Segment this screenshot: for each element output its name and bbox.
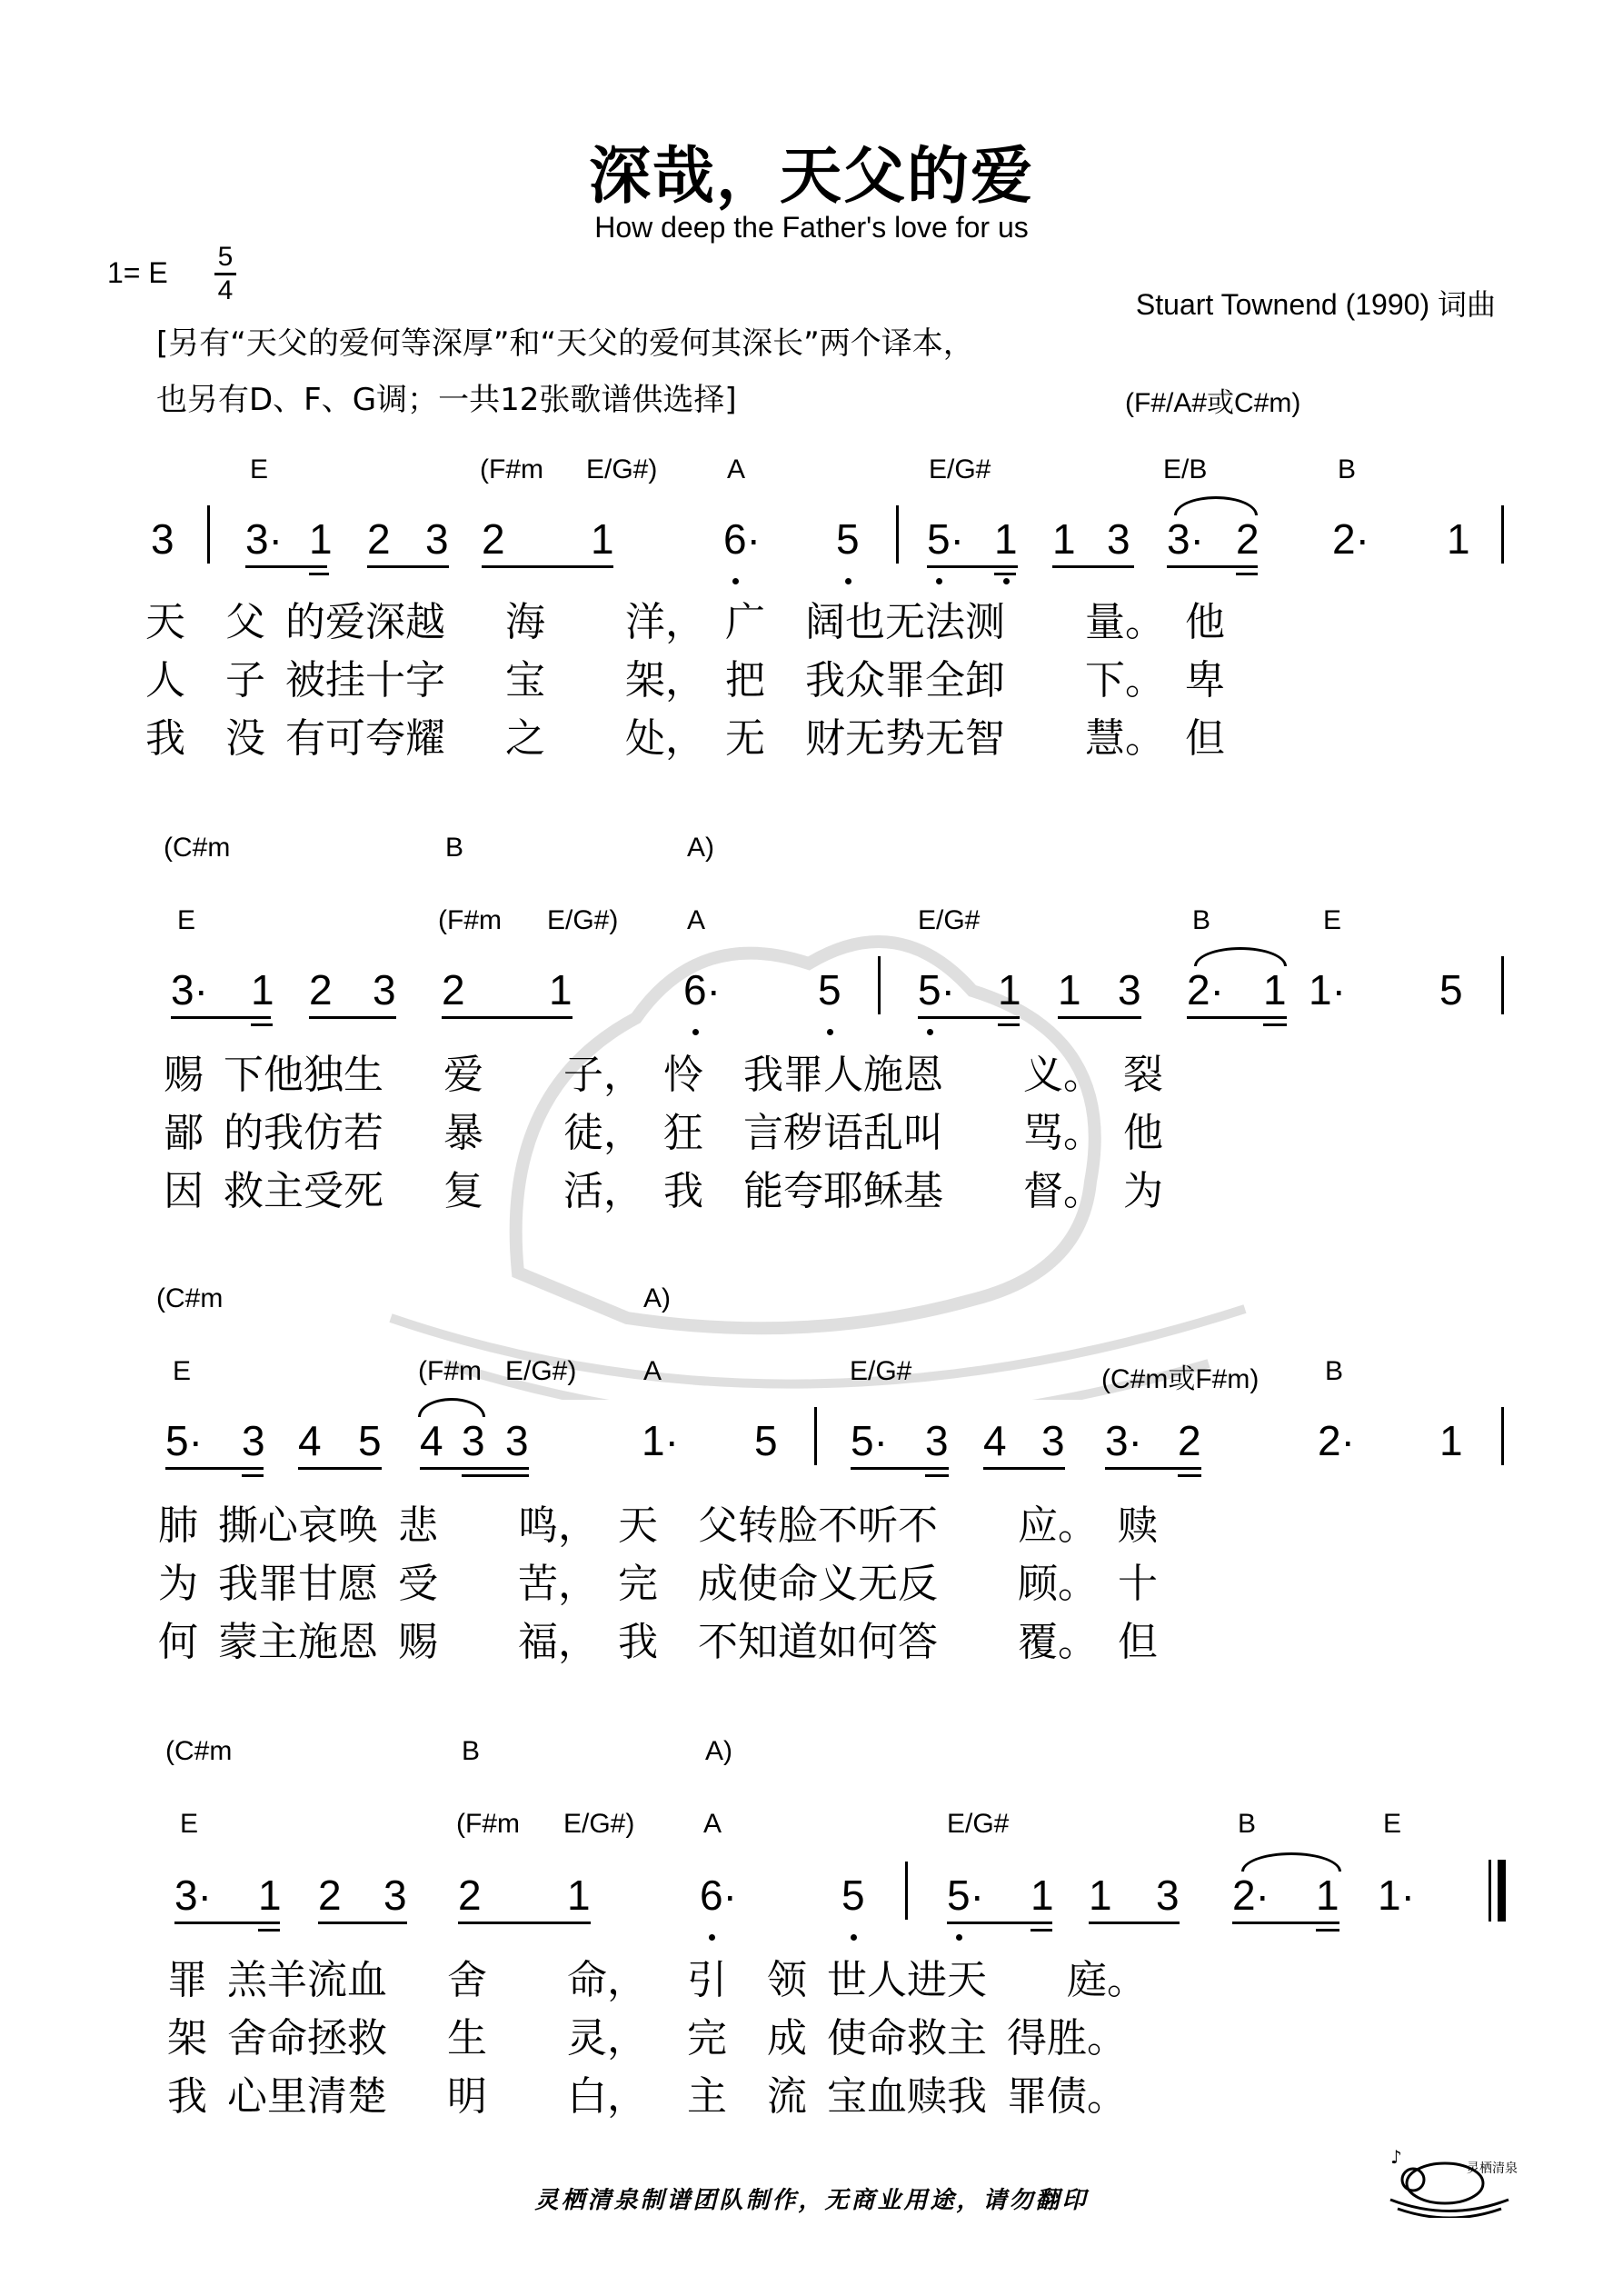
eighth-underline bbox=[1105, 1467, 1201, 1470]
footer-credit: 灵栖清泉制谱团队制作，无商业用途，请勿翻印 bbox=[534, 2187, 1089, 2214]
chord: E/G# bbox=[929, 454, 991, 484]
note: 2 bbox=[309, 966, 333, 1013]
bar-line bbox=[814, 1407, 817, 1465]
note: 1 bbox=[998, 966, 1021, 1013]
low-octave-dot bbox=[851, 1934, 857, 1941]
composer-credit: Stuart Townend (1990) 词曲 bbox=[1135, 288, 1496, 321]
note: 3 bbox=[1041, 1417, 1065, 1464]
eighth-underline bbox=[367, 565, 449, 568]
alt-chord: B bbox=[462, 1736, 481, 1766]
chord: E/G# bbox=[947, 1809, 1010, 1839]
lyric-verse-2: 架 舍命拯救 生 灵， 完 成 使命救主 得胜。 bbox=[167, 2015, 1127, 2061]
sixteenth-underline bbox=[1236, 573, 1258, 575]
note: 2 bbox=[482, 515, 505, 563]
note: 2 bbox=[318, 1872, 342, 1919]
sheep-logo-icon bbox=[1381, 2136, 1518, 2218]
note: 1 bbox=[1031, 1872, 1054, 1919]
bar-line bbox=[1501, 505, 1504, 564]
chord: B bbox=[1338, 454, 1357, 484]
chord: E/B bbox=[1163, 454, 1208, 484]
chord: A bbox=[703, 1809, 722, 1839]
alt-chord: A) bbox=[687, 833, 714, 863]
lyric-verse-1: 天 父 的爱深越 海 洋， 广 阔也无法测 量。 他 bbox=[145, 599, 1225, 645]
note: 1· bbox=[1378, 1872, 1415, 1919]
low-octave-dot bbox=[936, 578, 942, 584]
note: 1 bbox=[549, 966, 573, 1013]
note: 3 bbox=[505, 1417, 529, 1464]
low-octave-dot bbox=[827, 1029, 833, 1035]
note: 5· bbox=[165, 1417, 203, 1464]
eighth-underline bbox=[1089, 1922, 1180, 1924]
note: 3· bbox=[171, 966, 208, 1013]
note: 4 bbox=[983, 1417, 1007, 1464]
sixteenth-underline bbox=[1316, 1929, 1339, 1932]
lyric-verse-1: 肺 撕心哀唤 悲 鸣， 天 父转脸不听不 应。 赎 bbox=[158, 1502, 1158, 1549]
note: 1 bbox=[309, 515, 333, 563]
chord: E bbox=[173, 1356, 192, 1386]
tie-slur bbox=[1241, 1852, 1341, 1872]
note: 3 bbox=[1118, 966, 1141, 1013]
song-title: 深哉，天父的爱 bbox=[588, 141, 1034, 213]
sixteenth-underline bbox=[994, 573, 1016, 575]
note: 6· bbox=[700, 1872, 737, 1919]
lyric-verse-1: 赐 下他独生 爱 子， 怜 我罪人施恩 义。 裂 bbox=[164, 1052, 1163, 1098]
note: 1 bbox=[591, 515, 614, 563]
chord: E/G# bbox=[918, 905, 981, 935]
note: 3 bbox=[1156, 1872, 1180, 1919]
note: 3· bbox=[1167, 515, 1204, 563]
eighth-underline bbox=[983, 1467, 1065, 1470]
time-signature-bottom: 4 bbox=[217, 275, 234, 305]
note: 4 bbox=[298, 1417, 322, 1464]
chord: E bbox=[177, 905, 196, 935]
sixteenth-underline bbox=[309, 573, 329, 575]
tie-slur bbox=[1174, 496, 1258, 515]
note: 5 bbox=[836, 515, 860, 563]
note: 3 bbox=[242, 1417, 265, 1464]
note: 5 bbox=[1439, 966, 1463, 1013]
chord: A bbox=[643, 1356, 662, 1386]
chord: E/G#) bbox=[505, 1356, 577, 1386]
note: 1 bbox=[1089, 1872, 1112, 1919]
low-octave-dot bbox=[927, 1029, 933, 1035]
note: 1 bbox=[1058, 966, 1081, 1013]
chord: A bbox=[727, 454, 746, 484]
note: 5 bbox=[754, 1417, 778, 1464]
note: 1 bbox=[1263, 966, 1287, 1013]
lyric-verse-3: 因 救主受死 复 活， 我 能夸耶稣基 督。 为 bbox=[164, 1168, 1163, 1214]
sixteenth-underline bbox=[242, 1474, 264, 1477]
lyric-verse-2: 人 子 被挂十字 宝 架， 把 我众罪全卸 下。 卑 bbox=[145, 657, 1225, 704]
eighth-underline bbox=[1167, 565, 1258, 568]
eighth-underline bbox=[918, 1016, 1020, 1019]
chord: (F#m bbox=[480, 454, 543, 484]
sixteenth-underline bbox=[462, 1474, 529, 1477]
eighth-underline bbox=[245, 565, 327, 568]
chord: E bbox=[1383, 1809, 1402, 1839]
note: 5· bbox=[927, 515, 964, 563]
note: 3· bbox=[1105, 1417, 1142, 1464]
note: 5 bbox=[358, 1417, 382, 1464]
eighth-underline bbox=[1187, 1016, 1287, 1019]
quarter-underline bbox=[442, 1016, 573, 1019]
note: 1 bbox=[1316, 1872, 1339, 1919]
chord: (F#m bbox=[438, 905, 502, 935]
lyric-verse-2: 为 我罪甘愿 受 苦， 完 成使命义无反 顾。 十 bbox=[158, 1561, 1158, 1607]
note: 2 bbox=[458, 1872, 482, 1919]
sixteenth-underline bbox=[1178, 1474, 1201, 1477]
time-signature bbox=[214, 244, 236, 304]
time-signature-top: 5 bbox=[217, 242, 234, 272]
alt-chord: (C#m bbox=[156, 1283, 224, 1313]
sixteenth-underline bbox=[1263, 1023, 1287, 1026]
sixteenth-underline bbox=[998, 1023, 1020, 1026]
eighth-underline bbox=[165, 1467, 264, 1470]
eighth-underline bbox=[1058, 1016, 1141, 1019]
chord: E/G#) bbox=[563, 1809, 635, 1839]
chord: B bbox=[1325, 1356, 1344, 1386]
sixteenth-underline bbox=[251, 1023, 273, 1026]
note: 3 bbox=[925, 1417, 949, 1464]
chord: E/G#) bbox=[547, 905, 619, 935]
bar-line bbox=[1501, 1407, 1504, 1465]
quarter-underline bbox=[458, 1922, 591, 1924]
alt-chord: A) bbox=[705, 1736, 732, 1766]
lyric-verse-2: 鄙 的我仿若 暴 徒， 狂 言秽语乱叫 骂。 他 bbox=[164, 1110, 1163, 1156]
chord: (F#m bbox=[418, 1356, 482, 1386]
note: 3 bbox=[373, 966, 396, 1013]
note: 1 bbox=[1439, 1417, 1463, 1464]
chord: E bbox=[1323, 905, 1342, 935]
low-octave-dot bbox=[692, 1029, 699, 1035]
note: 1· bbox=[1309, 966, 1346, 1013]
note: 6· bbox=[723, 515, 761, 563]
eighth-underline bbox=[947, 1922, 1052, 1924]
note: 5· bbox=[851, 1417, 888, 1464]
note: 4 bbox=[420, 1417, 443, 1464]
lyric-verse-3: 我 心里清楚 明 白， 主 流 宝血赎我 罪债。 bbox=[167, 2073, 1127, 2120]
key-signature: 1= E bbox=[107, 256, 168, 289]
note: 2 bbox=[367, 515, 391, 563]
svg-text:♪: ♪ bbox=[1390, 2146, 1402, 2168]
eighth-underline bbox=[420, 1467, 529, 1470]
chord: E bbox=[180, 1809, 199, 1839]
note: 5· bbox=[918, 966, 955, 1013]
chord: B bbox=[1192, 905, 1211, 935]
chord: E/G#) bbox=[586, 454, 658, 484]
note: 3 bbox=[151, 515, 174, 563]
sixteenth-underline bbox=[258, 1929, 280, 1932]
final-bar-thick bbox=[1498, 1860, 1506, 1922]
capo-chord-alternative: (F#/A#或C#m) bbox=[1125, 388, 1301, 418]
eighth-underline bbox=[318, 1922, 407, 1924]
note: 5 bbox=[841, 1872, 865, 1919]
chord: (F#m bbox=[456, 1809, 520, 1839]
translation-note-line2: 也另有D、F、G调；一共12张歌谱供选择] bbox=[156, 382, 737, 418]
note: 1· bbox=[642, 1417, 679, 1464]
bar-line bbox=[905, 1862, 908, 1920]
note: 2· bbox=[1232, 1872, 1270, 1919]
quarter-underline bbox=[482, 565, 613, 568]
note: 2· bbox=[1318, 1417, 1355, 1464]
eighth-underline bbox=[309, 1016, 396, 1019]
note: 2· bbox=[1187, 966, 1224, 1013]
lyric-verse-3: 何 蒙主施恩 赐 福， 我 不知道如何答 覆。 但 bbox=[158, 1619, 1158, 1665]
note: 3· bbox=[174, 1872, 212, 1919]
sixteenth-underline bbox=[925, 1474, 949, 1477]
low-octave-dot bbox=[732, 578, 739, 584]
note: 3· bbox=[245, 515, 283, 563]
alt-chord: A) bbox=[643, 1283, 671, 1313]
note: 5· bbox=[947, 1872, 984, 1919]
eighth-underline bbox=[174, 1922, 280, 1924]
tie-slur bbox=[418, 1398, 485, 1417]
note: 6· bbox=[683, 966, 721, 1013]
note: 2 bbox=[1236, 515, 1260, 563]
bar-line bbox=[896, 505, 899, 564]
translation-note-line1: [另有“天父的爱何等深厚”和“天父的爱何其深长”两个译本， bbox=[156, 325, 974, 362]
lyric-verse-1: 罪 羔羊流血 舍 命， 引 领 世人进天 庭。 bbox=[167, 1957, 1147, 2003]
low-octave-dot bbox=[845, 578, 851, 584]
note: 3 bbox=[1107, 515, 1130, 563]
low-octave-dot bbox=[1003, 578, 1010, 584]
bar-line bbox=[1501, 956, 1504, 1014]
note: 5 bbox=[818, 966, 841, 1013]
lyric-verse-3: 我 没 有可夸耀 之 处， 无 财无势无智 慧。 但 bbox=[145, 715, 1225, 762]
note: 1 bbox=[258, 1872, 282, 1919]
chord: E bbox=[250, 454, 269, 484]
song-subtitle: How deep the Father's love for us bbox=[594, 211, 1029, 244]
chord: E/G# bbox=[850, 1356, 912, 1386]
note: 1 bbox=[567, 1872, 591, 1919]
note: 2 bbox=[442, 966, 465, 1013]
bar-line bbox=[878, 956, 881, 1014]
logo-text: 灵栖清泉 bbox=[1467, 2161, 1518, 2176]
eighth-underline bbox=[927, 565, 1018, 568]
alt-chord: B bbox=[445, 833, 464, 863]
note: 1 bbox=[994, 515, 1018, 563]
bar-line bbox=[207, 505, 210, 564]
chord: B bbox=[1238, 1809, 1257, 1839]
eighth-underline bbox=[171, 1016, 271, 1019]
note: 3 bbox=[383, 1872, 407, 1919]
eighth-underline bbox=[1232, 1922, 1339, 1924]
low-octave-dot bbox=[709, 1934, 715, 1941]
note: 2· bbox=[1332, 515, 1369, 563]
note: 3 bbox=[462, 1417, 485, 1464]
chord: (C#m或F#m) bbox=[1101, 1364, 1260, 1394]
eighth-underline bbox=[298, 1467, 382, 1470]
note: 3 bbox=[425, 515, 449, 563]
low-octave-dot bbox=[956, 1934, 962, 1941]
note: 2 bbox=[1178, 1417, 1201, 1464]
final-bar-thin bbox=[1489, 1860, 1491, 1922]
note: 1 bbox=[251, 966, 274, 1013]
eighth-underline bbox=[851, 1467, 949, 1470]
chord: A bbox=[687, 905, 706, 935]
note: 1 bbox=[1447, 515, 1470, 563]
alt-chord: (C#m bbox=[165, 1736, 233, 1766]
eighth-underline bbox=[1052, 565, 1134, 568]
alt-chord: (C#m bbox=[164, 833, 231, 863]
sixteenth-underline bbox=[1031, 1929, 1052, 1932]
note: 1 bbox=[1052, 515, 1076, 563]
